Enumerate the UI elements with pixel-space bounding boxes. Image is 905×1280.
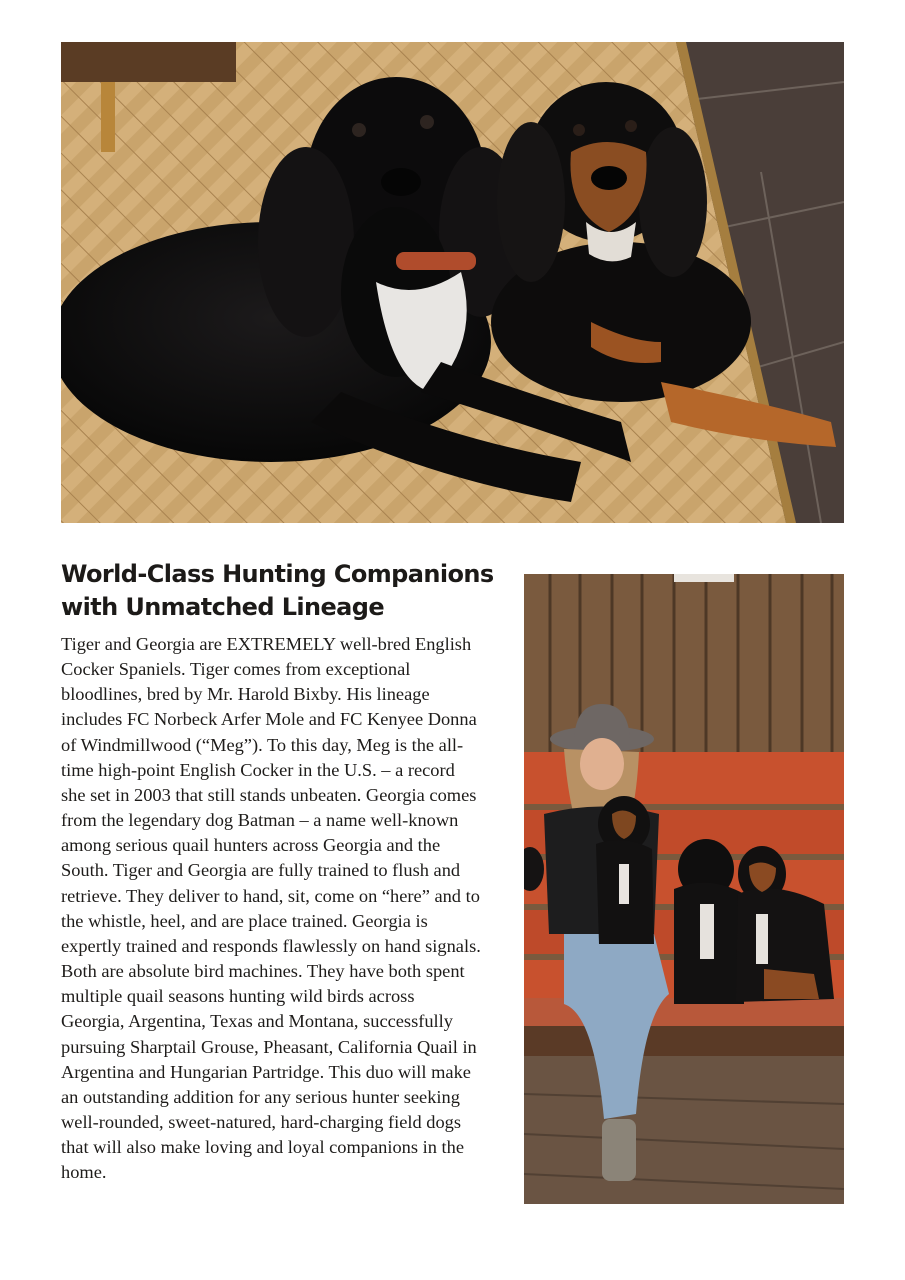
two-spaniels-on-rug-icon [61,42,844,523]
article-body: Tiger and Georgia are EXTREMELY well-bred English Cocker Spaniels. Tiger comes from exceptional bloodlines, bred by Mr. Harold Bixby. His lineage includes FC Norbeck Arfer Mole and FC Kenyee Donna of Windmillwood (“Meg”). To this day, Meg is the all-time high-point English Cocker in the U.S. – a record she set in 2003 that still stands unbeaten. Georgia comes from the legendary dog Batman – a name well-known among serious quail hunters across Georgia and the South. Tiger and Georgia are fully trained to flush and retrieve. They deliver to hand, sit, come on “here” and to the whistle, heel, and are place trained. Georgia is expertly trained and responds flawlessly on hand signals. Both are absolute bird machines. They have both spent multiple quail seasons hunting wild birds across Georgia, Argentina, Texas and Montana, successfully pursuing Sharptail Grouse, Pheasant, California Quail in Argentina and Hungarian Partridge. This duo will make an outstanding addition for any serious hunter seeking well-rounded, sweet-natured, hard-charging field dogs that will also make loving and loyal companions in the home. [61,634,481,1183]
article-heading: World-Class Hunting Companions with Unmatched Lineage [61,560,494,621]
two-spaniels-on-rug-photo [61,42,844,523]
woman-with-spaniels-on-bench-photo [524,574,844,1204]
woman-with-spaniels-on-bench-icon [524,574,844,1204]
